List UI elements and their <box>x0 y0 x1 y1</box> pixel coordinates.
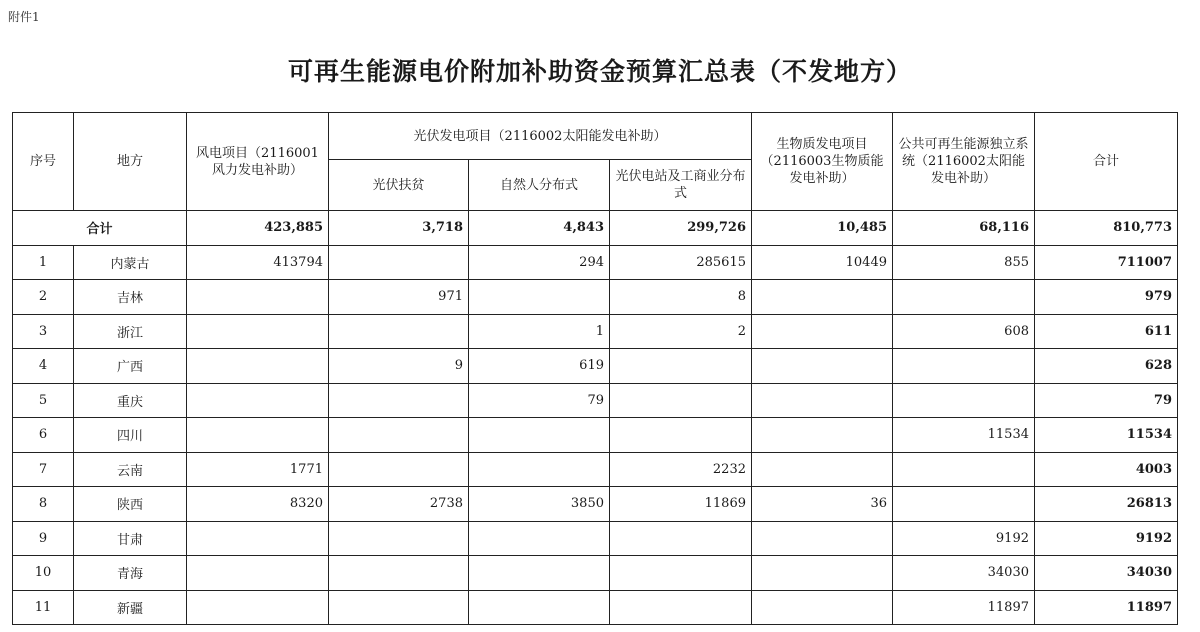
header-standalone: 公共可再生能源独立系统（2116002太阳能发电补助） <box>893 113 1035 211</box>
cell-standalone: 855 <box>893 245 1035 280</box>
cell-biomass <box>752 521 893 556</box>
cell-biomass <box>752 314 893 349</box>
cell-pv-poverty <box>329 452 469 487</box>
total-pv-natural-person: 4,843 <box>469 211 610 246</box>
cell-total: 711007 <box>1035 245 1178 280</box>
table-body <box>13 211 1178 625</box>
cell-wind <box>187 521 329 556</box>
cell-pv-natural-person: 1 <box>469 314 610 349</box>
cell-region: 浙江 <box>74 314 187 349</box>
cell-wind <box>187 590 329 625</box>
table-row <box>13 383 1178 418</box>
cell-standalone: 608 <box>893 314 1035 349</box>
cell-region: 吉林 <box>74 280 187 315</box>
cell-pv-station <box>610 556 752 591</box>
cell-region: 陕西 <box>74 487 187 522</box>
cell-pv-station: 2232 <box>610 452 752 487</box>
cell-seq: 1 <box>13 245 74 280</box>
header-total: 合计 <box>1035 113 1178 211</box>
page-title: 可再生能源电价附加补助资金预算汇总表（不发地方） <box>287 57 912 86</box>
cell-seq: 9 <box>13 521 74 556</box>
cell-pv-natural-person <box>469 418 610 453</box>
cell-total: 79 <box>1035 383 1178 418</box>
total-pv-station: 299,726 <box>610 211 752 246</box>
cell-biomass <box>752 280 893 315</box>
budget-table <box>12 112 1178 625</box>
cell-biomass <box>752 349 893 384</box>
cell-region: 广西 <box>74 349 187 384</box>
cell-region: 内蒙古 <box>74 245 187 280</box>
cell-biomass <box>752 418 893 453</box>
cell-standalone: 34030 <box>893 556 1035 591</box>
cell-seq: 4 <box>13 349 74 384</box>
header-pv-group: 光伏发电项目（2116002太阳能发电补助） <box>329 113 752 160</box>
total-pv-poverty: 3,718 <box>329 211 469 246</box>
table-row <box>13 590 1178 625</box>
header-seq: 序号 <box>13 113 74 211</box>
cell-pv-natural-person <box>469 556 610 591</box>
cell-region: 四川 <box>74 418 187 453</box>
header-pv-poverty: 光伏扶贫 <box>329 160 469 211</box>
cell-pv-poverty <box>329 590 469 625</box>
cell-pv-natural-person <box>469 280 610 315</box>
cell-biomass <box>752 383 893 418</box>
cell-pv-poverty <box>329 314 469 349</box>
cell-total: 611 <box>1035 314 1178 349</box>
cell-seq: 6 <box>13 418 74 453</box>
header-pv-station: 光伏电站及工商业分布式 <box>610 160 752 211</box>
cell-wind: 8320 <box>187 487 329 522</box>
table-row <box>13 487 1178 522</box>
total-total: 810,773 <box>1035 211 1178 246</box>
cell-wind <box>187 280 329 315</box>
cell-wind <box>187 418 329 453</box>
table-row <box>13 245 1178 280</box>
cell-pv-natural-person <box>469 521 610 556</box>
table-row <box>13 452 1178 487</box>
total-standalone: 68,116 <box>893 211 1035 246</box>
table-row <box>13 521 1178 556</box>
cell-total: 11897 <box>1035 590 1178 625</box>
cell-standalone: 11897 <box>893 590 1035 625</box>
cell-wind: 1771 <box>187 452 329 487</box>
cell-pv-station <box>610 521 752 556</box>
cell-wind <box>187 383 329 418</box>
table-row <box>13 418 1178 453</box>
table-row <box>13 556 1178 591</box>
cell-standalone <box>893 452 1035 487</box>
cell-pv-natural-person: 294 <box>469 245 610 280</box>
cell-region: 云南 <box>74 452 187 487</box>
cell-total: 34030 <box>1035 556 1178 591</box>
cell-total: 628 <box>1035 349 1178 384</box>
cell-pv-poverty <box>329 556 469 591</box>
cell-pv-poverty: 2738 <box>329 487 469 522</box>
total-biomass: 10,485 <box>752 211 893 246</box>
cell-biomass <box>752 590 893 625</box>
cell-pv-station: 8 <box>610 280 752 315</box>
header-region: 地方 <box>74 113 187 211</box>
cell-pv-station: 2 <box>610 314 752 349</box>
cell-pv-poverty <box>329 418 469 453</box>
cell-pv-station: 11869 <box>610 487 752 522</box>
header-pv-natural-person: 自然人分布式 <box>469 160 610 211</box>
cell-standalone <box>893 487 1035 522</box>
cell-pv-station <box>610 590 752 625</box>
cell-pv-station <box>610 383 752 418</box>
cell-total: 979 <box>1035 280 1178 315</box>
total-wind: 423,885 <box>187 211 329 246</box>
header-biomass: 生物质发电项目（2116003生物质能发电补助） <box>752 113 893 211</box>
header-wind: 风电项目（2116001风力发电补助） <box>187 113 329 211</box>
cell-pv-poverty <box>329 521 469 556</box>
cell-region: 甘肃 <box>74 521 187 556</box>
cell-pv-poverty <box>329 245 469 280</box>
cell-pv-poverty <box>329 383 469 418</box>
table-row <box>13 280 1178 315</box>
total-row <box>13 211 1178 246</box>
cell-total: 4003 <box>1035 452 1178 487</box>
cell-seq: 7 <box>13 452 74 487</box>
cell-pv-station: 285615 <box>610 245 752 280</box>
cell-standalone <box>893 349 1035 384</box>
cell-pv-natural-person <box>469 452 610 487</box>
cell-seq: 3 <box>13 314 74 349</box>
cell-pv-natural-person: 3850 <box>469 487 610 522</box>
cell-seq: 2 <box>13 280 74 315</box>
cell-wind <box>187 556 329 591</box>
cell-biomass: 36 <box>752 487 893 522</box>
cell-seq: 5 <box>13 383 74 418</box>
cell-seq: 10 <box>13 556 74 591</box>
cell-standalone <box>893 383 1035 418</box>
cell-biomass: 10449 <box>752 245 893 280</box>
cell-biomass <box>752 452 893 487</box>
cell-wind <box>187 314 329 349</box>
cell-region: 重庆 <box>74 383 187 418</box>
cell-wind <box>187 349 329 384</box>
cell-standalone: 9192 <box>893 521 1035 556</box>
cell-pv-natural-person <box>469 590 610 625</box>
cell-biomass <box>752 556 893 591</box>
cell-region: 青海 <box>74 556 187 591</box>
cell-pv-poverty: 971 <box>329 280 469 315</box>
attachment-label: 附件1 <box>8 10 40 24</box>
table-row <box>13 314 1178 349</box>
cell-total: 9192 <box>1035 521 1178 556</box>
cell-pv-station <box>610 418 752 453</box>
total-label: 合计 <box>13 211 187 246</box>
cell-region: 新疆 <box>74 590 187 625</box>
table-header <box>13 113 1178 211</box>
cell-wind: 413794 <box>187 245 329 280</box>
cell-pv-poverty: 9 <box>329 349 469 384</box>
cell-seq: 11 <box>13 590 74 625</box>
cell-standalone <box>893 280 1035 315</box>
cell-total: 11534 <box>1035 418 1178 453</box>
cell-pv-natural-person: 619 <box>469 349 610 384</box>
cell-pv-natural-person: 79 <box>469 383 610 418</box>
cell-pv-station <box>610 349 752 384</box>
table-row <box>13 349 1178 384</box>
cell-total: 26813 <box>1035 487 1178 522</box>
cell-seq: 8 <box>13 487 74 522</box>
cell-standalone: 11534 <box>893 418 1035 453</box>
